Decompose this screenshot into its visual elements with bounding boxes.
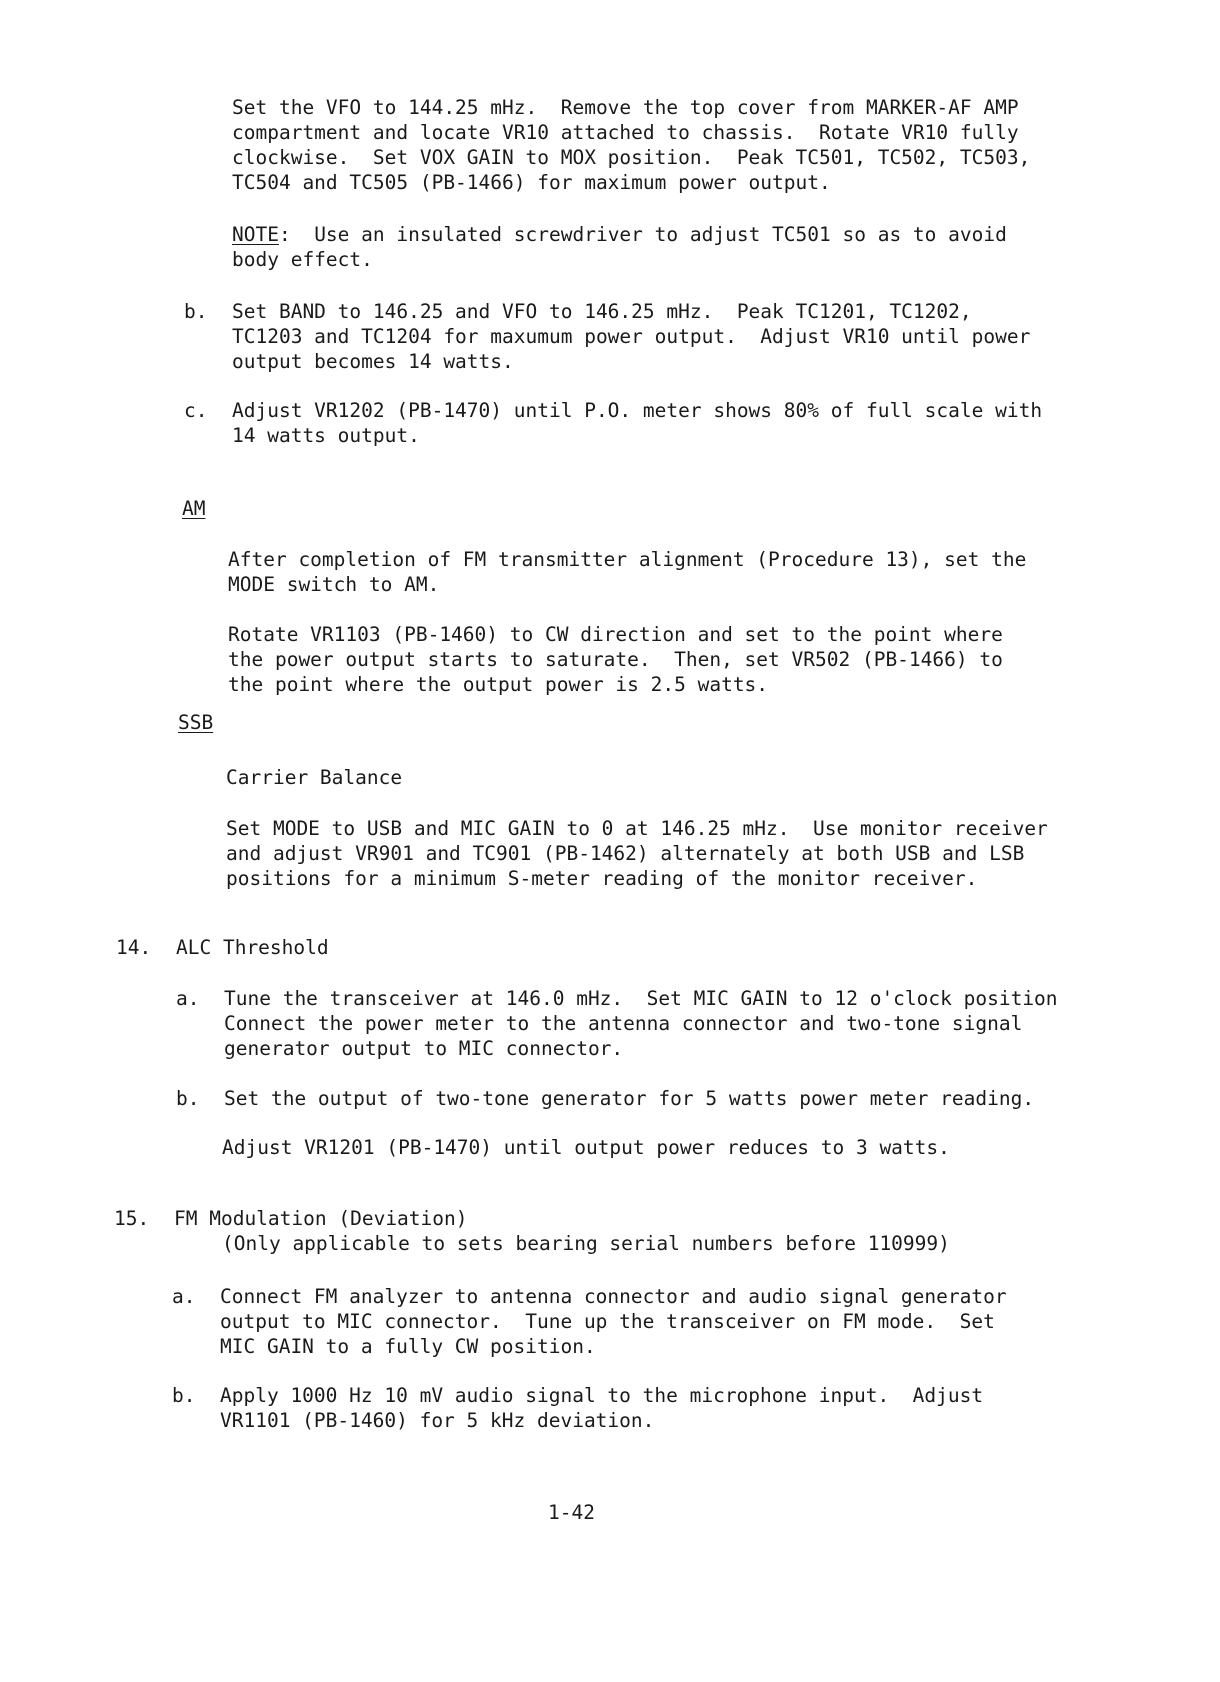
am-line: the power output starts to saturate. Then, set VR502 (PB-1466) to (228, 648, 1003, 671)
intro-line: TC504 and TC505 (PB-1466) for maximum power output. (232, 171, 831, 194)
am-heading: AM (182, 497, 206, 520)
am-line: After completion of FM transmitter alignment (Procedure 13), set the (228, 548, 1027, 571)
step-line: Apply 1000 Hz 10 mV audio signal to the microphone input. Adjust (220, 1384, 984, 1407)
step-letter: b. (184, 300, 208, 323)
ssb-paragraph (226, 816, 1048, 891)
section-subtitle: (Only applicable to sets bearing serial numbers before 110999) (222, 1232, 950, 1255)
step-letter: c. (184, 399, 208, 422)
ssb-subheading: Carrier Balance (226, 766, 403, 789)
step-line: MIC GAIN to a fully CW position. (220, 1335, 596, 1358)
step-line: 14 watts output. (232, 424, 420, 447)
section14-step-b (224, 1086, 1034, 1111)
step-line: Connect the power meter to the antenna connector and two-tone signal (224, 1012, 1023, 1035)
intro-line: Set the VFO to 144.25 mHz. Remove the top cover from MARKER-AF AMP (232, 96, 1019, 119)
step-line: output to MIC connector. Tune up the transceiver on FM mode. Set (220, 1310, 995, 1333)
ssb-line: positions for a minimum S-meter reading of the monitor receiver. (226, 867, 978, 890)
step-b-text (232, 299, 1030, 374)
step-letter: a. (172, 1285, 196, 1308)
section14-step-a (224, 986, 1058, 1061)
ssb-line: Set MODE to USB and MIC GAIN to 0 at 146.25 mHz. Use monitor receiver (226, 817, 1048, 840)
section15-step-a (220, 1284, 1007, 1359)
intro-line: compartment and locate VR10 attached to chassis. Rotate VR10 fully (232, 121, 1019, 144)
section15-step-b (220, 1383, 983, 1433)
am-paragraph-1 (228, 547, 1026, 597)
section-title: ALC Threshold (176, 936, 329, 959)
intro-note (232, 222, 1007, 272)
note-text: : Use an insulated screwdriver to adjust TC501 so as to avoid (278, 223, 1007, 246)
page-number: 1-42 (548, 1501, 595, 1524)
step-line: TC1203 and TC1204 for maxumum power output. Adjust VR10 until power (232, 325, 1031, 348)
step-letter: a. (176, 987, 200, 1010)
step-line: output becomes 14 watts. (232, 350, 514, 373)
step-c-text (232, 398, 1042, 448)
step-line: VR1101 (PB-1460) for 5 kHz deviation. (220, 1409, 655, 1432)
step-line: generator output to MIC connector. (224, 1037, 624, 1060)
step-line: Set the output of two-tone generator for 5 watts power meter reading. (224, 1087, 1035, 1110)
note-text: body effect. (232, 248, 373, 271)
ssb-heading: SSB (178, 711, 214, 734)
step-letter: b. (176, 1087, 200, 1110)
step-line: Tune the transceiver at 146.0 mHz. Set MIC GAIN to 12 o'clock position (224, 987, 1058, 1010)
note-label: NOTE (232, 223, 279, 246)
section-number: 15. (114, 1207, 150, 1230)
section-number: 14. (116, 936, 152, 959)
ssb-line: and adjust VR901 and TC901 (PB-1462) alternately at both USB and LSB (226, 842, 1025, 865)
section-title: FM Modulation (Deviation) (174, 1207, 468, 1230)
step-letter: b. (172, 1384, 196, 1407)
intro-paragraph (232, 95, 1030, 195)
am-line: the point where the output power is 2.5 watts. (228, 673, 769, 696)
intro-line: clockwise. Set VOX GAIN to MOX position. Peak TC501, TC502, TC503, (232, 146, 1031, 169)
step-line: Set BAND to 146.25 and VFO to 146.25 mHz. Peak TC1201, TC1202, (232, 300, 972, 323)
step-line: Connect FM analyzer to antenna connector and audio signal generator (220, 1285, 1007, 1308)
am-paragraph-2 (228, 622, 1003, 697)
am-line: Rotate VR1103 (PB-1460) to CW direction and set to the point where (228, 623, 1003, 646)
section14-followup: Adjust VR1201 (PB-1470) until output power reduces to 3 watts. (222, 1136, 950, 1159)
step-line: Adjust VR1202 (PB-1470) until P.O. meter shows 80% of full scale with (232, 399, 1043, 422)
am-line: MODE switch to AM. (228, 573, 440, 596)
